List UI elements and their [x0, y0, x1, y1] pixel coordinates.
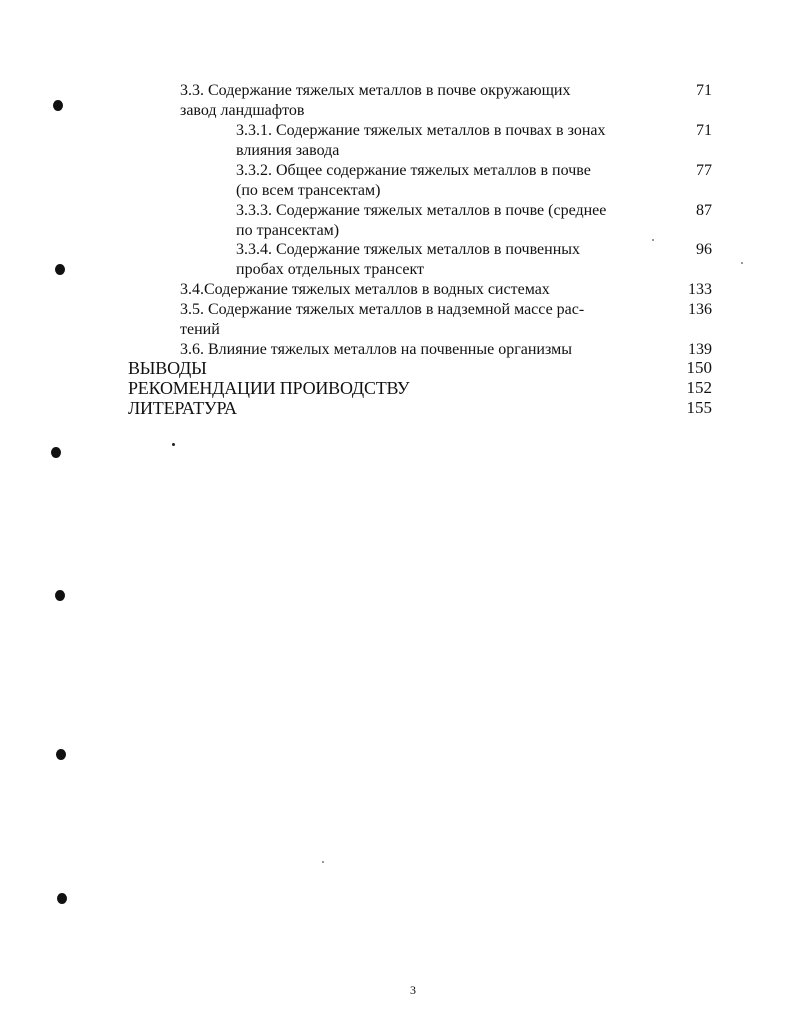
toc-entry-title-line: 3.5. Содержание тяжелых металлов в надземной массе рас-	[180, 301, 585, 318]
toc-entry-3-4	[180, 280, 712, 300]
toc-entry-title-line: пробах отдельных трансект	[236, 261, 425, 278]
toc-entry-page: 155	[686, 398, 712, 417]
toc-entry-page: 150	[686, 358, 712, 377]
toc-entry-page: 77	[696, 162, 712, 179]
punch-hole-mark	[55, 590, 65, 601]
toc-entry-title-line: по трансектам)	[236, 222, 340, 239]
toc-entry-3-3	[180, 81, 712, 121]
toc-entry-3-5	[180, 300, 712, 340]
toc-entry-conclusions	[128, 358, 712, 378]
toc-entry-page: 71	[696, 82, 712, 99]
scan-speck	[652, 239, 654, 241]
toc-entry-title-line: тений	[180, 321, 220, 338]
toc-entry-title-line: ВЫВОДЫ	[128, 358, 207, 378]
toc-entry-page: 96	[696, 241, 712, 258]
scan-speck	[741, 262, 743, 264]
page-number: 3	[410, 983, 416, 997]
toc-entry-title-line: 3.3.3. Содержание тяжелых металлов в почве (среднее	[236, 202, 607, 219]
scan-speck	[322, 861, 324, 863]
toc-entry-title-line: 3.4.Содержание тяжелых металлов в водных системах	[180, 281, 550, 298]
toc-entry-title-line: 3.6. Влияние тяжелых металлов на почвенные организмы	[180, 341, 572, 358]
toc-entry-page: 71	[696, 122, 712, 139]
toc-entry-title-line: влияния завода	[236, 142, 340, 159]
scan-speck	[172, 443, 175, 446]
toc-entry-title-line: РЕКОМЕНДАЦИИ ПРОИВОДСТВУ	[128, 378, 410, 398]
toc-entry-3-3-2	[236, 161, 712, 201]
toc-entry-title-line: 3.3.2. Общее содержание тяжелых металлов в почве	[236, 162, 591, 179]
toc-entry-page: 139	[688, 341, 712, 358]
toc-entry-recommendations	[128, 378, 712, 398]
punch-hole-mark	[53, 100, 63, 111]
toc-entry-title-line: 3.3.1. Содержание тяжелых металлов в почвах в зонах	[236, 122, 606, 139]
punch-hole-mark	[51, 447, 61, 458]
toc-entry-page: 87	[696, 202, 712, 219]
toc-entry-title-line: 3.3. Содержание тяжелых металлов в почве окружающих	[180, 82, 571, 99]
toc-entry-page: 136	[688, 301, 712, 318]
toc-entry-3-3-1	[236, 121, 712, 161]
toc-entry-page: 133	[688, 281, 712, 298]
punch-hole-mark	[57, 893, 67, 904]
toc-entry-title-line: завод ландшафтов	[180, 102, 305, 119]
toc-entry-page: 152	[686, 378, 712, 397]
toc-entry-title-line: ЛИТЕРАТУРА	[128, 398, 237, 418]
toc-entry-title-line: 3.3.4. Содержание тяжелых металлов в почвенных	[236, 241, 581, 258]
toc-entry-title-line: (по всем трансектам)	[236, 182, 381, 199]
toc-entry-literature	[128, 398, 712, 418]
toc-entry-3-3-4	[236, 240, 712, 280]
toc-entry-3-6	[180, 340, 712, 360]
toc-entry-3-3-3	[236, 201, 712, 241]
punch-hole-mark	[55, 264, 65, 275]
punch-hole-mark	[56, 749, 66, 760]
